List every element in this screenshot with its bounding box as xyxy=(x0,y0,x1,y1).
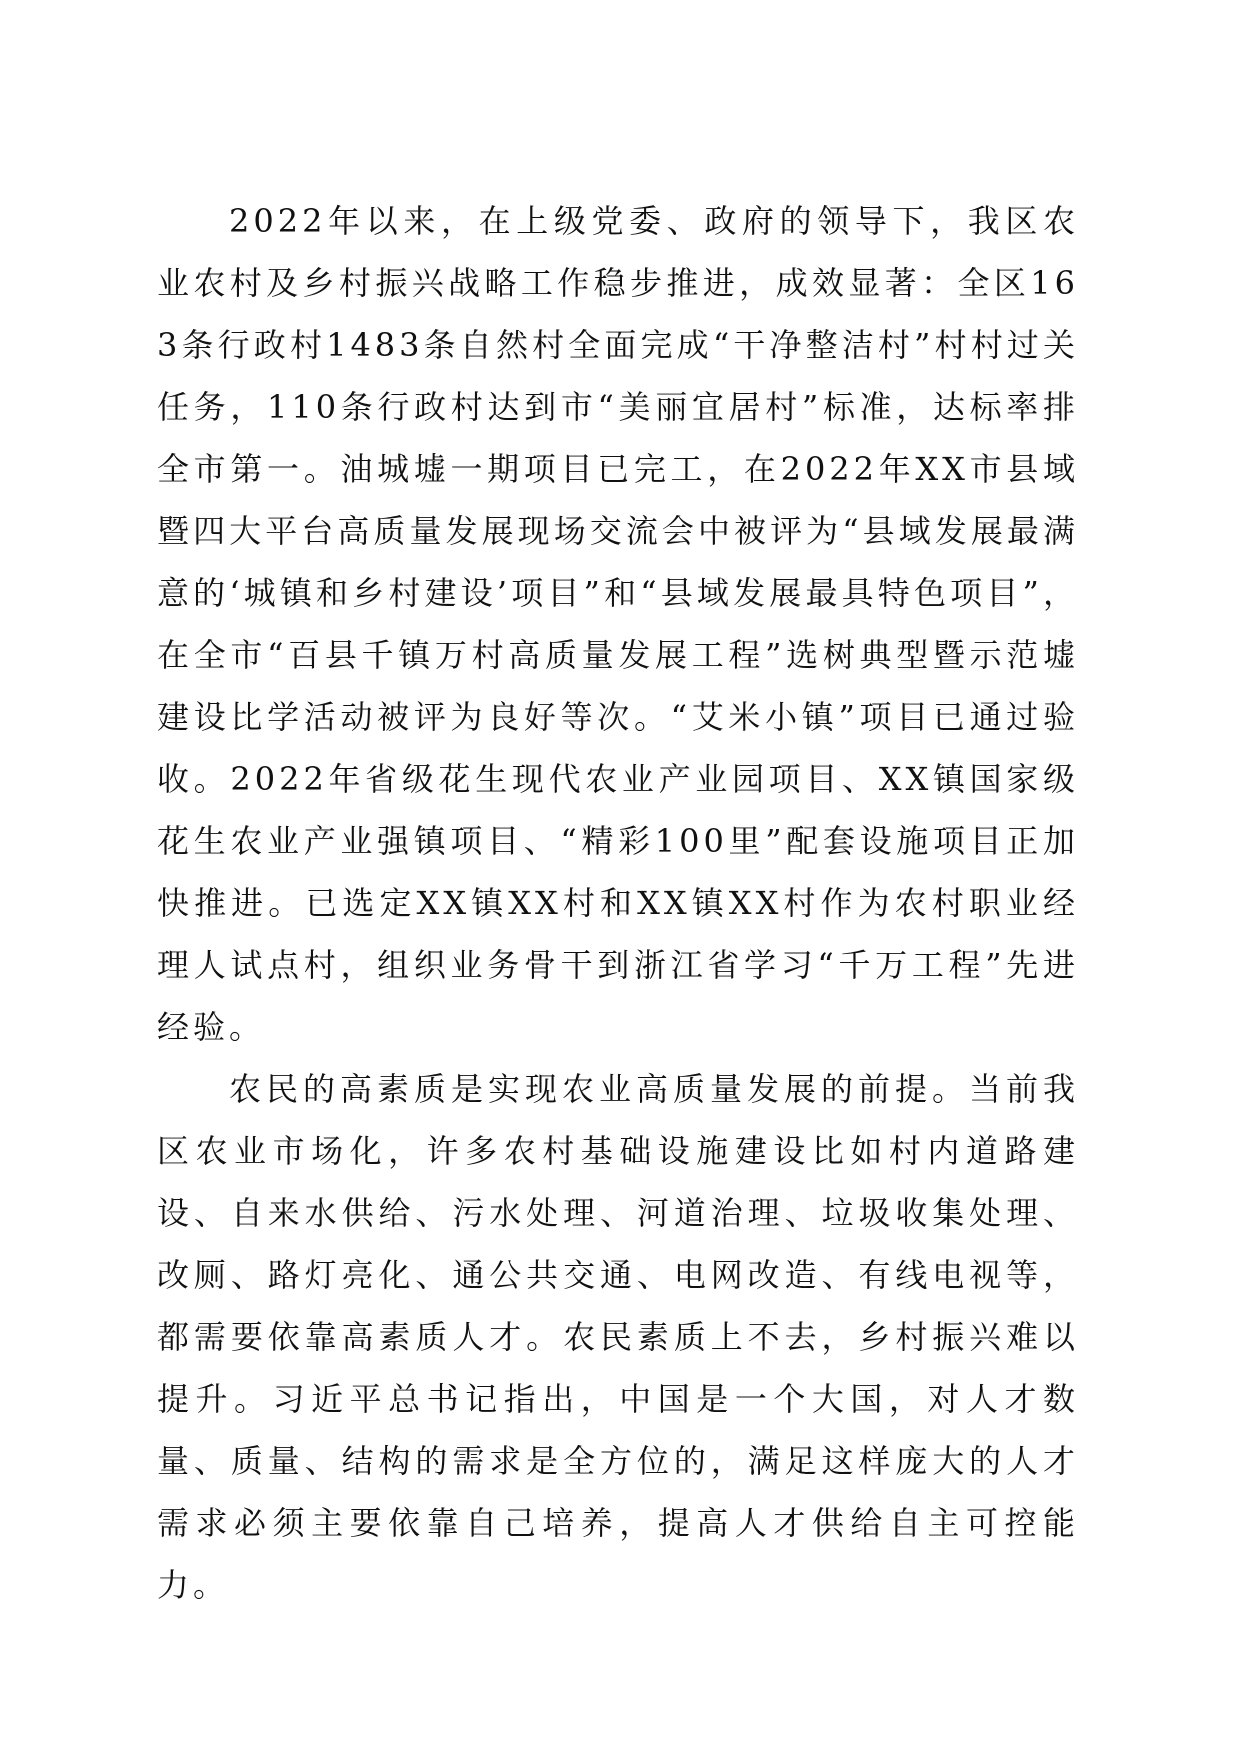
document-body xyxy=(157,190,1079,1616)
paragraph-rural-revitalization-progress: 2022年以来，在上级党委、政府的领导下，我区农业农村及乡村振兴战略工作稳步推进，成效显著：全区163条行政村1483条自然村全面完成“干净整洁村”村村过关任务，110条行政村达到市“美丽宜居村”标准，达标率排全市第一。油城墟一期项目已完工，在2022年XX市县域暨四大平台高质量发展现场交流会中被评为“县域发展最满意的‘城镇和乡村建设’项目”和“县域发展最具特色项目”，在全市“百县千镇万村高质量发展工程”选树典型暨示范墟建设比学活动被评为良好等次。“艾米小镇”项目已通过验收。2022年省级花生现代农业产业园项目、XX镇国家级花生农业产业强镇项目、“精彩100里”配套设施项目正加快推进。已选定XX镇XX村和XX镇XX村作为农村职业经理人试点村，组织业务骨干到浙江省学习“千万工程”先进经验。 xyxy=(157,202,1079,1046)
paragraph-farmer-quality: 农民的高素质是实现农业高质量发展的前提。当前我区农业市场化，许多农村基础设施建设比如村内道路建设、自来水供给、污水处理、河道治理、垃圾收集处理、改厕、路灯亮化、通公共交通、电网改造、有线电视等，都需要依靠高素质人才。农民素质上不去，乡村振兴难以提升。习近平总书记指出，中国是一个大国，对人才数量、质量、结构的需求是全方位的，满足这样庞大的人才需求必须主要依靠自己培养，提高人才供给自主可控能力。 xyxy=(157,1070,1079,1604)
